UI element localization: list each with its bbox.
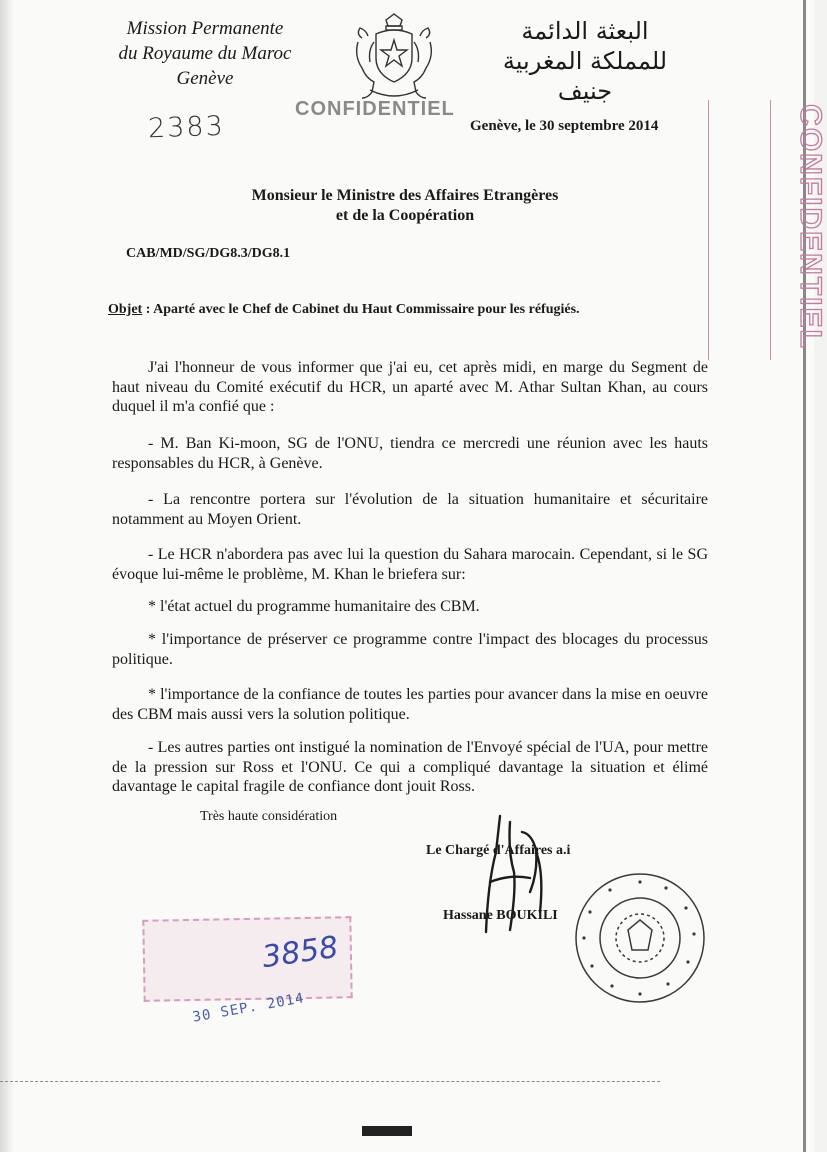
reception-date: 30 SEP. 2014	[191, 990, 306, 1026]
letterhead-arabic-line-1: البعثة الدائمة	[521, 17, 649, 45]
letterhead-arabic-line-3: جنيف	[557, 77, 613, 105]
subject-line	[108, 302, 580, 318]
body-paragraph: - Le HCR n'abordera pas avec lui la question du Sahara marocain. Cependant, si le SG évoque lui-même le problème, M. Khan le briefera sur:	[112, 546, 708, 583]
letterhead-line-1: Mission Permanente	[126, 18, 284, 39]
letter-date: Genève, le 30 septembre 2014	[470, 118, 659, 134]
closing-salutation: Très haute considération	[200, 809, 338, 824]
letterhead-arabic-line-2: للمملكة المغربية	[502, 47, 668, 75]
stamp-line	[708, 100, 709, 360]
footer-divider	[0, 1081, 660, 1084]
body-paragraph: - La rencontre portera sur l'évolution de la situation humanitaire et sécuritaire notamment au Moyen Orient.	[112, 491, 708, 528]
reference-code: CAB/MD/SG/DG8.3/DG8.1	[126, 246, 291, 261]
stamp-line	[770, 100, 771, 360]
body-paragraph: - Les autres parties ont instigué la nomination de l'Envoyé spécial de l'UA, pour mettre de la pression sur Ross et l'ONU. Ce qui a compliqué davantage la situation et élimé davantage le capital fragile de confiance dont jouit Ross.	[112, 739, 708, 795]
subject-label: Objet	[108, 302, 143, 317]
letterhead-arabic	[470, 16, 700, 106]
reception-number: 3858	[259, 929, 341, 976]
recipient-line-2: et de la Coopération	[335, 207, 475, 224]
body-paragraph: * l'importance de préserver ce programme contre l'impact des blocages du processus politique.	[112, 631, 708, 668]
recipient	[210, 186, 600, 226]
moroccan-coat-of-arms-icon	[348, 12, 440, 104]
handwritten-number: 2383	[147, 110, 226, 145]
recipient-line-1: Monsieur le Ministre des Affaires Etrangères	[251, 187, 559, 204]
embassy-round-seal-icon	[570, 868, 710, 1008]
confidential-vertical-stamp: CONFIDENTIEL	[794, 104, 827, 350]
signatory-title: Le Chargé d'Affaires a.i	[426, 843, 571, 858]
signatory-name: Hassane BOUKILI	[443, 908, 558, 923]
body-paragraph: * l'importance de la confiance de toutes les parties pour avancer dans la mise en oeuvre des CBM mais aussi vers la solution politique.	[112, 686, 708, 723]
scan-edge-left	[0, 0, 14, 1152]
letterhead-line-2: du Royaume du Maroc	[118, 43, 292, 64]
confidential-stamp: CONFIDENTIEL	[295, 98, 455, 120]
body-paragraph: - M. Ban Ki-moon, SG de l'ONU, tiendra ce mercredi une réunion avec les hauts responsables du HCR, à Genève.	[112, 435, 708, 472]
subject-text: : Aparté avec le Chef de Cabinet du Haut Commissaire pour les réfugiés.	[142, 302, 580, 317]
letterhead-left	[100, 16, 310, 91]
letterhead-line-3: Genève	[176, 68, 234, 89]
body-paragraph: * l'état actuel du programme humanitaire des CBM.	[148, 598, 480, 615]
body-paragraph: J'ai l'honneur de vous informer que j'ai eu, cet après midi, en marge du Segment de haut niveau du Comité exécutif du HCR, un aparté avec M. Athar Sultan Khan, au cours duquel il m'a confié que :	[112, 359, 708, 415]
scan-artifact	[362, 1126, 412, 1136]
